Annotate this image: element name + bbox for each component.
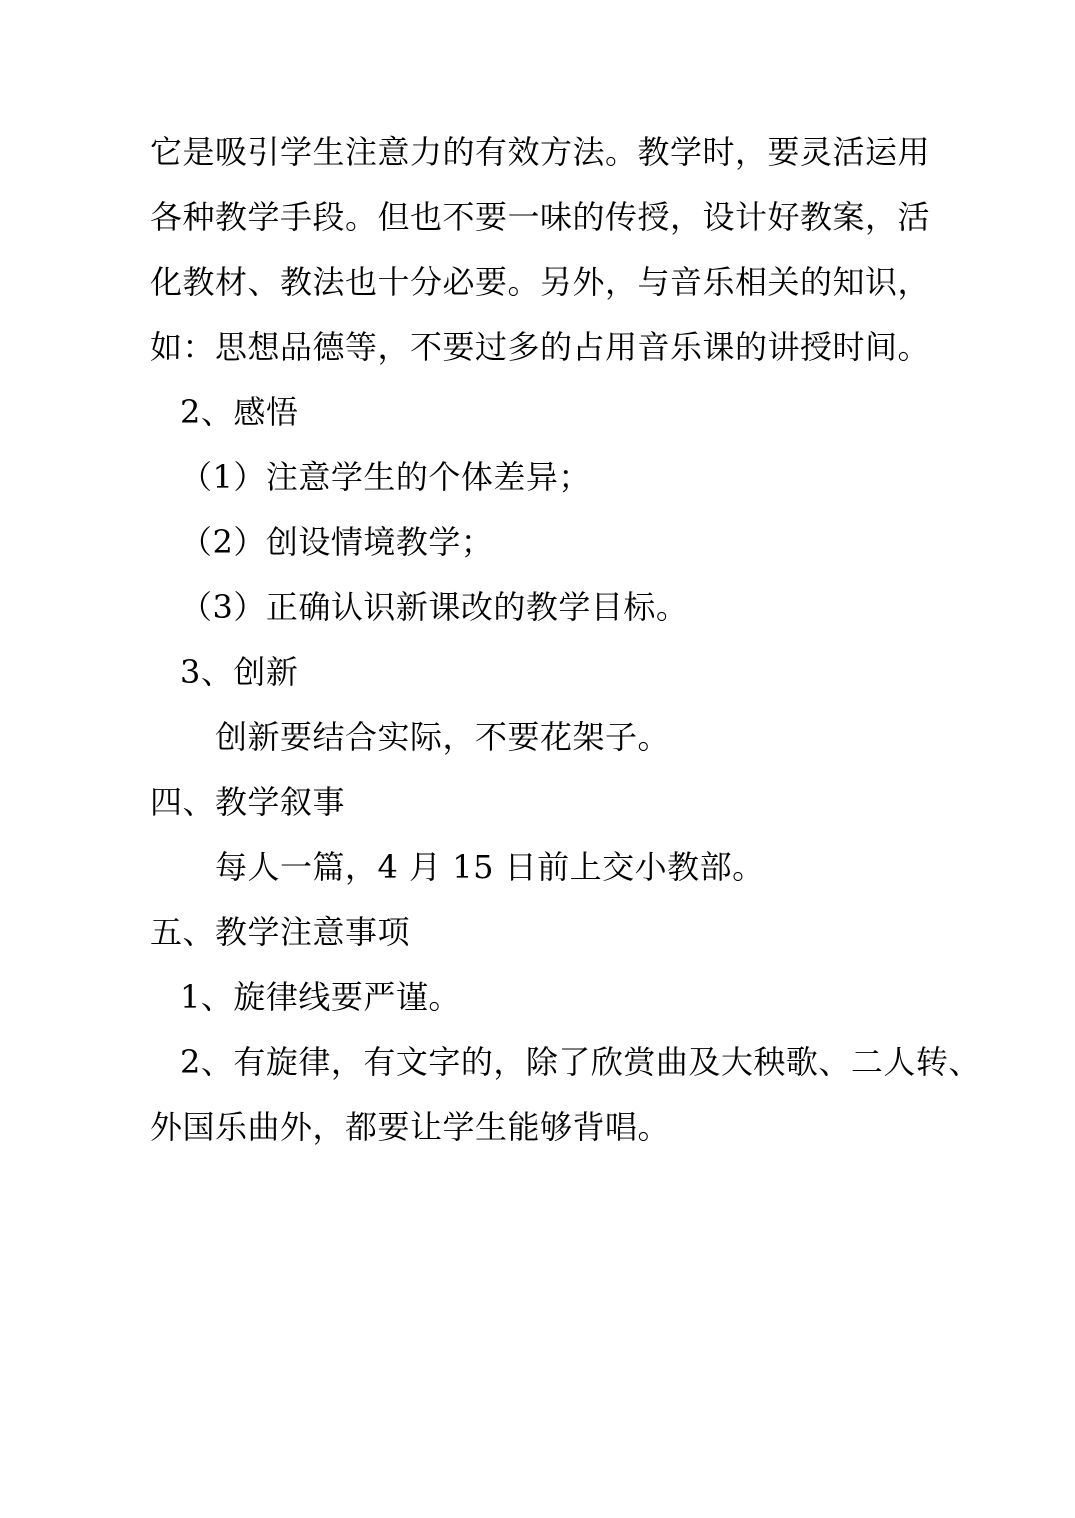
note-item-2-line-1: 2、有旋律，有文字的，除了欣赏曲及大秧歌、二人转、	[180, 1043, 981, 1081]
note-item-1: 1、旋律线要严谨。	[180, 978, 461, 1016]
subheading-innovation: 3、创新	[180, 653, 299, 691]
list-item-2: （2）创设情境教学；	[180, 523, 494, 561]
list-item-3: （3）正确认识新课改的教学目标。	[180, 588, 689, 626]
body-line-4: 如：思想品德等，不要过多的占用音乐课的讲授时间。	[150, 328, 931, 366]
section-heading-notes: 五、教学注意事项	[150, 913, 411, 951]
subheading-feeling: 2、感悟	[180, 393, 299, 431]
note-item-2-line-2: 外国乐曲外，都要让学生能够背唱。	[150, 1108, 671, 1146]
body-line-3: 化教材、教法也十分必要。另外，与音乐相关的知识，	[150, 263, 931, 301]
list-item-1: （1）注意学生的个体差异；	[180, 458, 591, 496]
narrative-text: 每人一篇，4 月 15 日前上交小教部。	[215, 848, 765, 886]
body-line-2: 各种教学手段。但也不要一味的传授，设计好教案，活	[150, 198, 931, 236]
body-line-1: 它是吸引学生注意力的有效方法。教学时，要灵活运用	[150, 133, 931, 171]
section-heading-narrative: 四、教学叙事	[150, 783, 346, 821]
innovation-text: 创新要结合实际，不要花架子。	[215, 718, 671, 756]
